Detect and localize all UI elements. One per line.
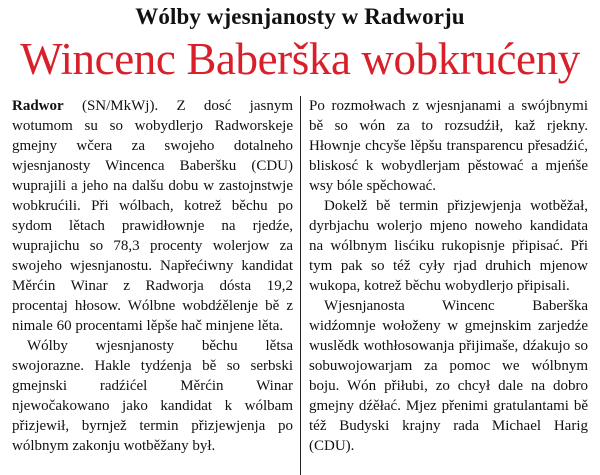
article-kicker: Wólby wjesnjanosty w Radworju — [135, 4, 465, 29]
article-paragraph-1 — [12, 96, 293, 336]
article-column-right — [309, 96, 588, 475]
article-body — [12, 96, 588, 475]
article-paragraph-5: Wjesnjanosta Wincenc Baberška widźomnje wołoženy w gmejnskim zarjedźe wuslědk wothłosowanja přijimaše, dźakujo so sobuwojowarjam za pomoc we wólbnym boju. Wón přiłubi, zo chcył dale na dobro gmejny dźěłać. Mjez přenimi gratulantami bě též Budyski krajny rada Michael Harig (CDU). — [309, 298, 588, 454]
article-paragraph-4: Dokelž bě termin přizjewjenja wotběžał, dyrbjachu wolerjo mjeno noweho kandidata na wólbnym lisćiku rukopisnje připisać. Při tym pak so též cyły rjad druhich mjenow wukopa, kotrež běchu wobydlerjo připisali. — [309, 198, 588, 294]
article-headline: Wincenc Baberška wobkrućeny — [20, 34, 580, 84]
article-paragraph-3: Po rozmołwach z wjesnjanami a swójbnymi bě so wón za to rozsudźił, kaž rjekny. Hłownje chcyše lěpšu transparencu přesadźić, bliskosć k wobydlerjam pěstować a mjeńše wsy bóle spěchować. — [309, 98, 588, 194]
article-paragraph-2: Wólby wjesnjanosty běchu lětsa swojorazne. Hakle tydźenja bě so serbski gmejnski radźićel Měrćin Winar njewočakowano jako kandidat k wólbam přizjewił, byrnjež termin přizjewjenja po wólbnym zakonju wotběžany był. — [12, 338, 293, 454]
article-column-left — [12, 96, 301, 475]
article-dateline: Radwor — [12, 98, 64, 114]
article-paragraph-1-text: (SN/MkWj). Z dosć jasnym wotumom su so wobydlerjo Radworskeje gmejny wčera za swojeho dotalneho wjesnjanosty Wincenca Baberšku (CDU) wuprajili a jeho na dalšu dobu w zastojnstwje wobkrućili. Při wólbach, kotrež běchu po sydom lětach prawidłownje na rjedźe, wuprajichu so 78,3 procenty wolerjow za swojeho wjesnjanostu. Napřećiwny kandidat Měrćin Winar z Radworja dósta 19,2 procentaj hłosow. Wólbne wobdźělenje bě z nimale 60 procentami lěpše hač minjene lěta. — [12, 98, 293, 334]
